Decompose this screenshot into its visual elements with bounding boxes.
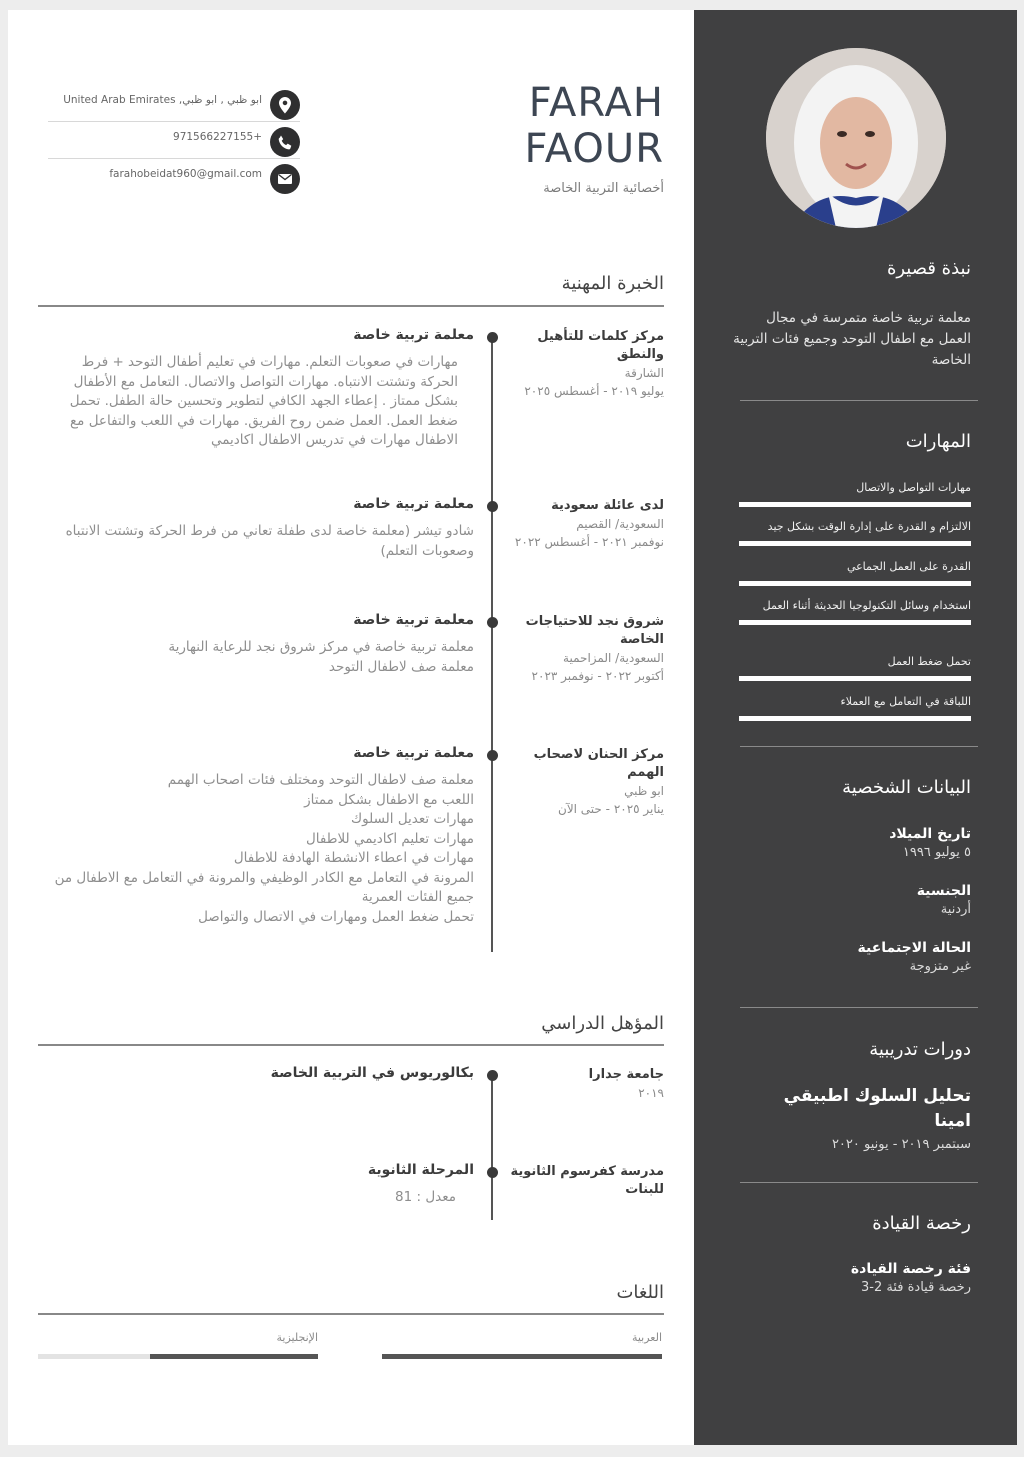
experience-rule [38,305,664,307]
job-description: معلمة تربية خاصة في مركز شروق نجد للرعاية النهارية معلمة صف لاطفال التوحد [168,639,474,675]
last-name: FAOUR [524,126,664,172]
education-title: المؤهل الدراسي [541,1013,664,1034]
skill-item [739,558,971,586]
course-dates: سبتمبر ٢٠١٩ - يونيو ٢٠٢٠ [831,1137,971,1152]
degree-note: معدل : 81 [395,1189,456,1205]
personal-label: تاريخ الميلاد [889,826,971,842]
org-location: ابو ظبي [624,784,664,798]
personal-value: ٥ يوليو ١٩٩٦ [902,845,971,860]
education-rule [38,1044,664,1046]
contact-address [48,86,300,122]
experience-timeline [491,336,493,952]
about-text: معلمة تربية خاصة متمرسة في مجال العمل مع اطفال التوحد وجميع فئات التربية الخاصة [733,310,971,368]
skill-bar [739,676,971,681]
job-description: شادو تيشر (معلمة خاصة لدى طفلة تعاني من فرط الحركة وتشتت الانتباه وصعوبات التعلم) [65,523,474,559]
language-name: الإنجليزية [276,1331,318,1344]
experience-job [40,745,474,927]
skill-label: مهارات التواصل والاتصال [856,481,971,494]
sidebar-divider [740,400,978,401]
language-level-fill [150,1354,318,1359]
languages-rule [38,1313,664,1315]
skill-item [739,479,971,507]
license-item [851,1261,971,1295]
license-title: رخصة القيادة [872,1213,971,1234]
org-name: مركز الحنان لاصحاب الهمم [533,747,664,780]
sidebar-divider [740,746,978,747]
sidebar [694,10,1017,1445]
education-school [510,1066,664,1102]
contact-phone [48,123,300,159]
course-item [771,1084,971,1152]
timeline-dot [487,617,498,628]
experience-org [510,613,664,685]
phone-icon [270,127,300,157]
education-degree [40,1065,474,1081]
language-english [38,1331,318,1344]
experience-org [510,746,664,818]
timeline-dot [487,501,498,512]
email-icon [270,164,300,194]
skill-label: الالتزام و القدرة على إدارة الوقت بشكل جيد [767,520,971,533]
job-description: معلمة صف لاطفال التوحد ومختلف فئات اصحاب الهمم اللعب مع الاطفال بشكل ممتاز مهارات تعديل السلوك مهارات تعليم اكاديمي للاطفال مهارات في اعطاء الانشطة الهادفة للاطفال المرونة في التعامل مع الكادر الوظيفي والمرونة في التعامل مع الاطفال من جميع الفئات العمرية تحمل ضغط العمل ومهارات في الاتصال والتواصل [54,772,474,925]
skill-bar [739,716,971,721]
education-school [510,1163,664,1199]
email-text[interactable]: farahobeidat960@gmail.com [109,168,262,180]
org-location: السعودية/ المزاحمية [563,651,664,665]
skills-title: المهارات [905,431,971,452]
course-name: تحليل السلوك اطبيقي امينا [783,1086,971,1131]
personal-label: الحالة الاجتماعية [857,940,971,956]
language-level-bar [38,1354,318,1359]
personal-value: غير متزوجة [909,959,971,974]
experience-job [40,612,474,677]
education-timeline [491,1075,493,1220]
about-title: نبذة قصيرة [886,258,971,279]
phone-text[interactable]: +971566227155 [173,131,262,143]
experience-title: الخبرة المهنية [561,273,664,294]
timeline-dot [487,332,498,343]
org-location: الشارقة [624,366,664,380]
experience-org [510,328,664,400]
address-text: ابو ظبي , ابو ظبي, United Arab Emirates [63,94,262,106]
skill-label: استخدام وسائل التكنولوجيا الحديثة أثناء العمل [762,599,971,612]
skill-bar [739,620,971,625]
skill-bar [739,581,971,586]
personal-item [917,883,971,917]
school-name: مدرسة كفرسوم الثانوية للبنات [510,1164,664,1197]
job-role: معلمة تربية خاصة [353,496,474,512]
skill-bar [739,502,971,507]
contact-email [48,160,300,196]
job-role: معلمة تربية خاصة [353,745,474,761]
location-icon [270,90,300,120]
school-dates: ٢٠١٩ [638,1086,664,1100]
org-location: السعودية/ القصيم [576,517,664,531]
personal-item [858,940,971,974]
first-name: FARAH [528,80,664,126]
experience-org [510,497,664,551]
org-dates: أكتوبر ٢٠٢٢ - نوفمبر ٢٠٢٣ [531,669,664,683]
school-name: جامعة جدارا [588,1067,664,1082]
language-name: العربية [631,1331,662,1344]
job-role: معلمة تربية خاصة [353,327,474,343]
language-level-bar [382,1354,662,1359]
timeline-dot [487,750,498,761]
job-role: معلمة تربية خاصة [353,612,474,628]
profile-photo [766,48,946,228]
language-arabic [382,1331,662,1344]
experience-job [40,327,474,451]
job-title: أخصائية التربية الخاصة [543,181,664,196]
license-label: فئة رخصة القيادة [850,1261,971,1277]
timeline-dot [487,1167,498,1178]
skill-item [739,693,971,721]
org-dates: يناير ٢٠٢٥ - حتى الآن [558,802,664,816]
job-description: مهارات في صعوبات التعلم. مهارات في تعليم أطفال التوحد + فرط الحركة وتشتت الانتباه. مهارات التواصل والاتصال. التعامل مع الأطفال بشكل ممتاز . إعطاء الجهد الكافي لتطوير وتحسين حالة الطفل. تحمل ضغط العمل. العمل ضمن روح الفريق. مهارات في اللعب والتفاعل مع الاطفال مهارات في تدريس الاطفال اكاديمي [69,354,458,448]
languages-title: اللغات [616,1282,664,1303]
personal-value: أردنية [940,902,971,917]
skill-item [739,518,971,546]
sidebar-divider [740,1182,978,1183]
courses-title: دورات تدريبية [869,1039,971,1060]
personal-title: البيانات الشخصية [842,777,971,798]
org-name: لدى عائلة سعودية [551,498,664,513]
org-name: مركز كلمات للتأهيل والنطق [537,329,664,362]
degree-name: بكالوريوس في التربية الخاصة [270,1065,474,1081]
skill-label: تحمل ضغط العمل [887,655,971,668]
license-value: رخصة قيادة فئة 2-3 [860,1280,971,1295]
skill-label: اللباقة في التعامل مع العملاء [840,695,971,708]
skill-item [739,597,971,625]
org-dates: يوليو ٢٠١٩ - أغسطس ٢٠٢٥ [524,384,664,398]
timeline-dot [487,1070,498,1081]
personal-item [889,826,971,860]
experience-job [40,496,474,561]
personal-label: الجنسية [916,883,971,899]
skill-label: القدرة على العمل الجماعي [846,560,971,573]
org-dates: نوفمبر ٢٠٢١ - أغسطس ٢٠٢٢ [514,535,664,549]
skill-item [739,653,971,681]
sidebar-divider [740,1007,978,1008]
skill-bar [739,541,971,546]
language-level-fill [382,1354,662,1359]
education-degree [40,1162,474,1208]
org-name: شروق نجد للاحتياجات الخاصة [525,614,664,647]
degree-name: المرحلة الثانوية [367,1162,474,1178]
